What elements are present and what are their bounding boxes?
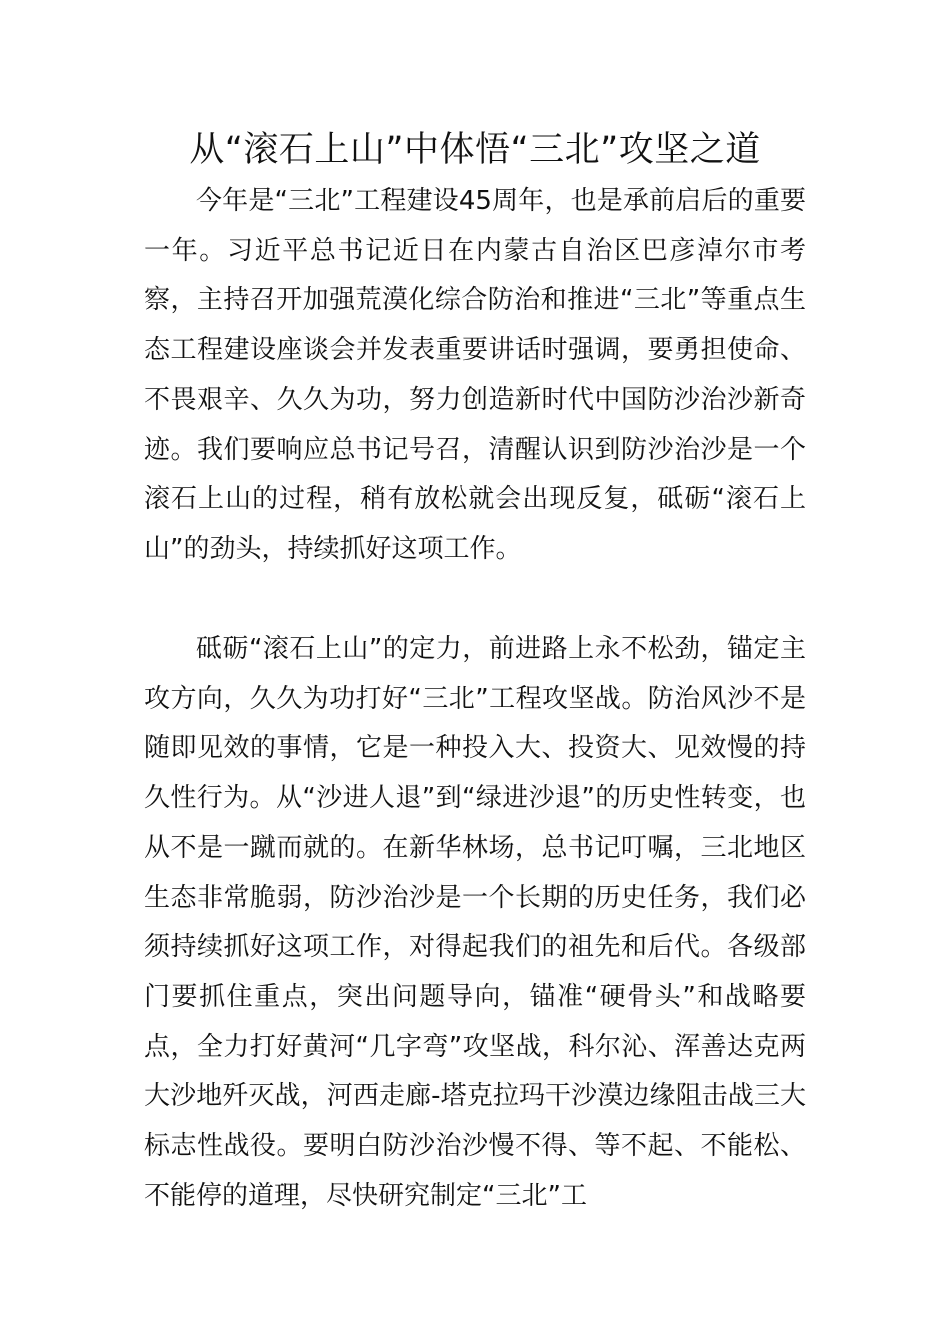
document-title: 从“滚石上山”中体悟“三北”攻坚之道 [189,130,761,170]
paragraph-2: 砥砺“滚石上山”的定力，前进路上永不松劲，锚定主攻方向，久久为功打好“三北”工程攻坚战。防治风沙不是随即见效的事情，它是一种投入大、投资大、见效慢的持久性行为。从“沙进人退”到“绿进沙退”的历史性转变，也从不是一蹴而就的。在新华林场，总书记叮嘱，三北地区生态非常脆弱，防沙治沙是一个长期的历史任务，我们必须持续抓好这项工作，对得起我们的祖先和后代。各级部门要抓住重点，突出问题导向，锚准“硬骨头”和战略要点，全力打好黄河“几字弯”攻坚战，科尔沁、浑善达克两大沙地歼灭战，河西走廊-塔克拉玛干沙漠边缘阻击战三大标志性战役。要明白防沙治沙慢不得、等不起、不能松、不能停的道理，尽快研究制定“三北”工 [144,634,806,1211]
paragraph-1: 今年是“三北”工程建设45周年，也是承前启后的重要一年。习近平总书记近日在内蒙古自治区巴彦淖尔市考察，主持召开加强荒漠化综合防治和推进“三北”等重点生态工程建设座谈会并发表重要讲话时强调，要勇担使命、不畏艰辛、久久为功，努力创造新时代中国防沙治沙新奇迹。我们要响应总书记号召，清醒认识到防沙治沙是一个滚石上山的过程，稍有放松就会出现反复，砥砺“滚石上山”的劲头，持续抓好这项工作。 [144,186,806,564]
